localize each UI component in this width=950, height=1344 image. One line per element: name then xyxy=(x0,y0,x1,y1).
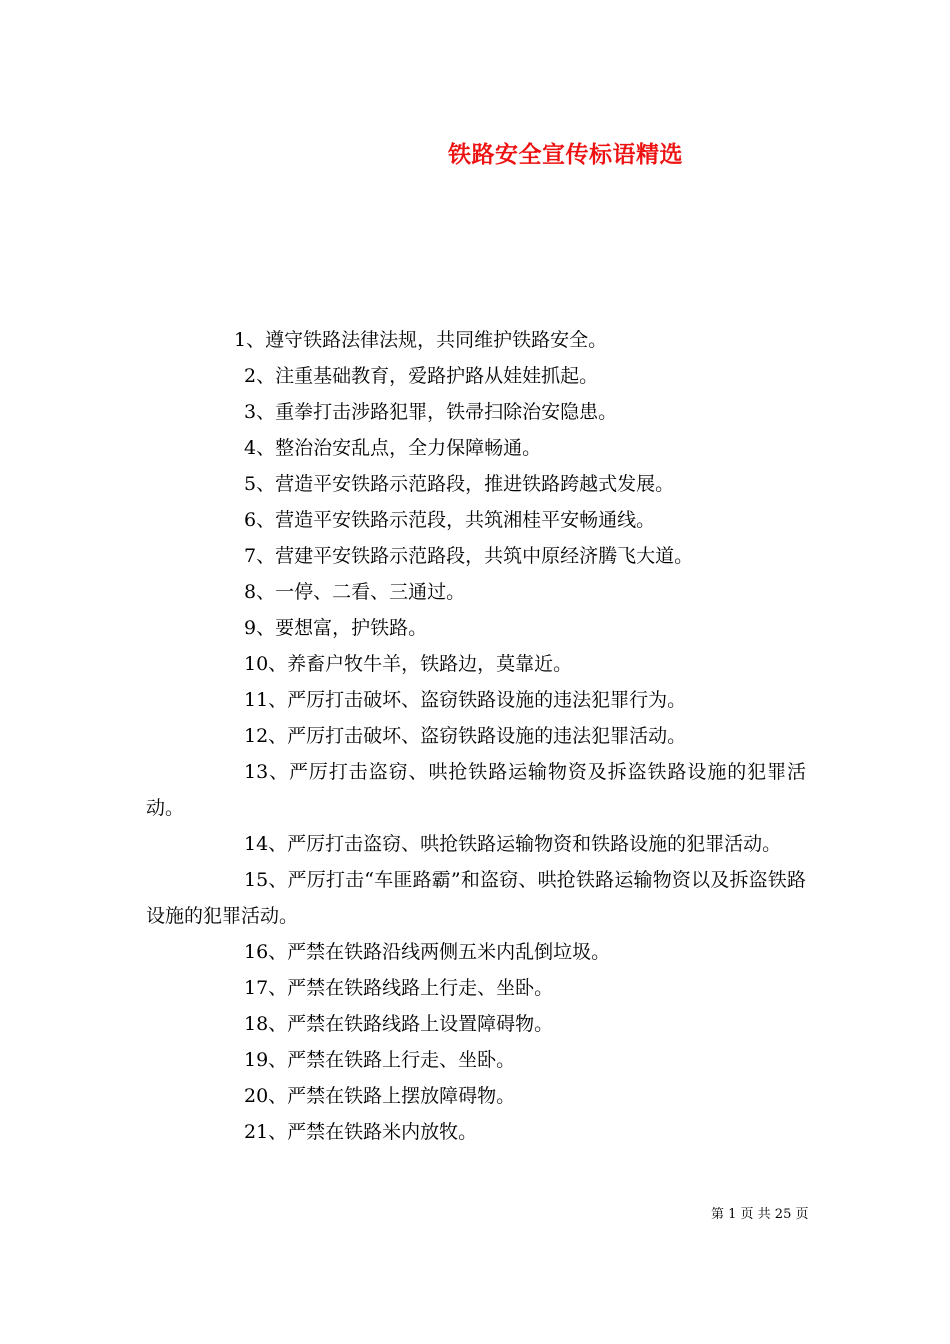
document-title: 铁路安全宣传标语精选 xyxy=(448,141,683,168)
list-item: 12、严厉打击破坏、盗窃铁路设施的违法犯罪活动。 xyxy=(244,725,687,747)
list-item: 11、严厉打击破坏、盗窃铁路设施的违法犯罪行为。 xyxy=(244,689,687,711)
list-item: 15、严厉打击“车匪路霸”和盗窃、哄抢铁路运输物资以及拆盗铁路设施的犯罪活动。 xyxy=(146,869,806,927)
list-item: 18、严禁在铁路线路上设置障碍物。 xyxy=(244,1013,554,1035)
list-item: 3、重拳打击涉路犯罪，铁帚扫除治安隐患。 xyxy=(244,401,618,423)
list-item: 10、养畜户牧牛羊，铁路边，莫靠近。 xyxy=(244,653,573,675)
list-item: 9、要想富，护铁路。 xyxy=(244,617,428,639)
list-item: 17、严禁在铁路线路上行走、坐卧。 xyxy=(244,977,554,999)
list-item: 16、严禁在铁路沿线两侧五米内乱倒垃圾。 xyxy=(244,941,611,963)
list-item: 8、一停、二看、三通过。 xyxy=(244,581,466,603)
list-item: 13、严厉打击盗窃、哄抢铁路运输物资及拆盗铁路设施的犯罪活动。 xyxy=(146,761,806,819)
list-item: 2、注重基础教育，爱路护路从娃娃抓起。 xyxy=(244,365,599,387)
list-item: 21、严禁在铁路米内放牧。 xyxy=(244,1121,478,1143)
list-item: 19、严禁在铁路上行走、坐卧。 xyxy=(244,1049,516,1071)
list-item: 1、遵守铁路法律法规，共同维护铁路安全。 xyxy=(234,329,608,351)
list-item: 6、营造平安铁路示范段，共筑湘桂平安畅通线。 xyxy=(244,509,656,531)
list-item: 20、严禁在铁路上摆放障碍物。 xyxy=(244,1085,516,1107)
list-item: 14、严厉打击盗窃、哄抢铁路运输物资和铁路设施的犯罪活动。 xyxy=(244,833,782,855)
list-item: 4、整治治安乱点，全力保障畅通。 xyxy=(244,437,542,459)
list-item: 5、营造平安铁路示范路段，推进铁路跨越式发展。 xyxy=(244,473,675,495)
list-item: 7、营建平安铁路示范路段，共筑中原经济腾飞大道。 xyxy=(244,545,694,567)
page-number: 第 1 页 共 25 页 xyxy=(711,1207,809,1222)
slogan-list xyxy=(146,322,806,1150)
